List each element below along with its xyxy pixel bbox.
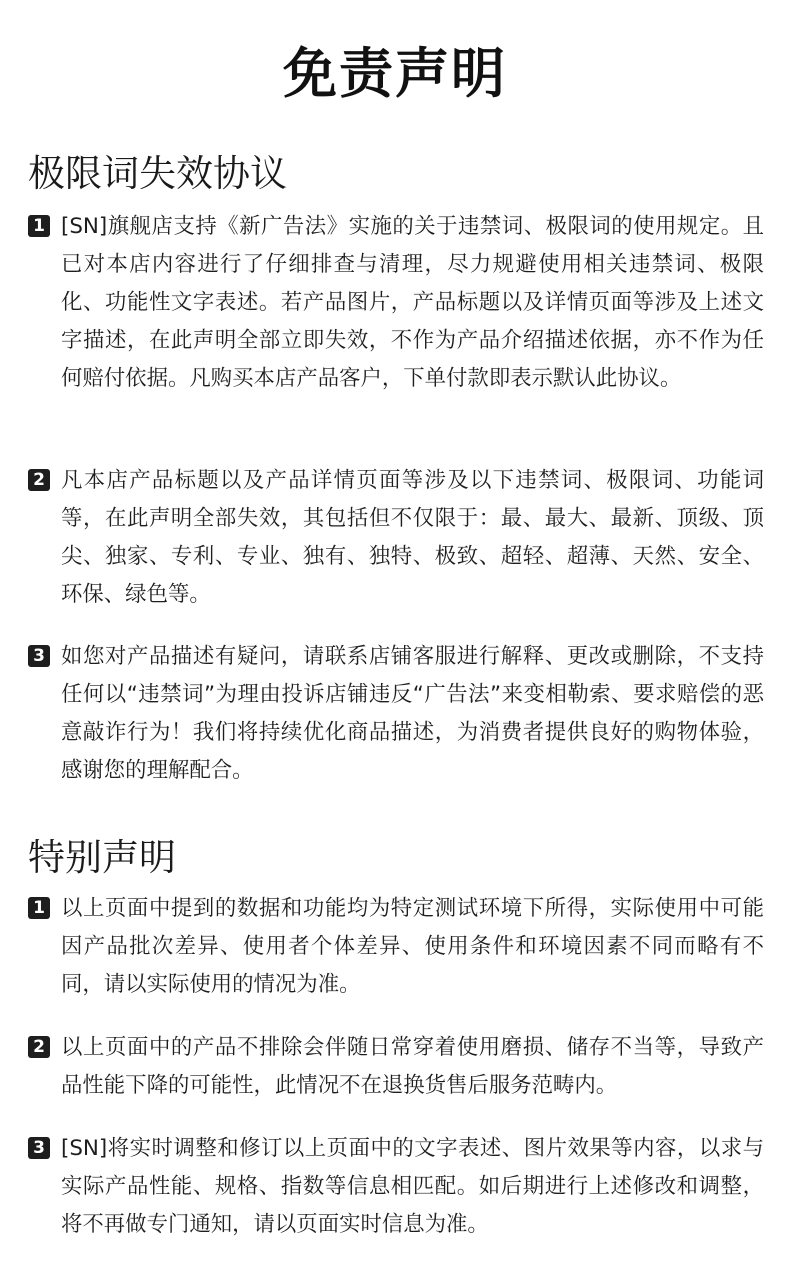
number-badge-icon: 3: [28, 645, 50, 667]
number-badge-icon: 3: [28, 1137, 50, 1159]
list-item: [28, 1029, 764, 1105]
item-text: 如您对产品描述有疑问，请联系店铺客服进行解释、更改或删除，不支持任何以“违禁词”为理由投诉店铺违反“广告法”来变相勒索、要求赔偿的恶意敲诈行为！我们将持续优化商品描述，为消费者提供良好的购物体验，感谢您的理解配合。: [61, 644, 764, 783]
item-text: 凡本店产品标题以及产品详情页面等涉及以下违禁词、极限词、功能词等，在此声明全部失效，其包括但不仅限于：最、最大、最新、顶级、顶尖、独家、专利、专业、独有、独特、极致、超轻、超薄、天然、安全、环保、绿色等。: [61, 468, 764, 607]
section-heading: 极限词失效协议: [28, 152, 287, 195]
section-heading: 特别声明: [28, 836, 176, 879]
list-item: [28, 208, 764, 398]
item-text: [SN]旗舰店支持《新广告法》实施的关于违禁词、极限词的使用规定。且已对本店内容进行了仔细排查与清理，尽力规避使用相关违禁词、极限化、功能性文字表述。若产品图片，产品标题以及详情页面等涉及上述文字描述，在此声明全部立即失效，不作为产品介绍描述依据，亦不作为任何赔付依据。凡购买本店产品客户，下单付款即表示默认此协议。: [61, 214, 764, 391]
list-item: [28, 462, 764, 614]
item-text: 以上页面中提到的数据和功能均为特定测试环境下所得，实际使用中可能因产品批次差异、使用者个体差异、使用条件和环境因素不同而略有不同，请以实际使用的情况为准。: [61, 896, 764, 997]
list-item: [28, 638, 764, 790]
number-badge-icon: 1: [28, 215, 50, 237]
list-item: [28, 890, 764, 1004]
number-badge-icon: 1: [28, 897, 50, 919]
item-text: 以上页面中的产品不排除会伴随日常穿着使用磨损、储存不当等，导致产品性能下降的可能性，此情况不在退换货售后服务范畴内。: [61, 1035, 764, 1098]
number-badge-icon: 2: [28, 1036, 50, 1058]
item-text: [SN]将实时调整和修订以上页面中的文字表述、图片效果等内容，以求与实际产品性能、规格、指数等信息相匹配。如后期进行上述修改和调整，将不再做专门通知，请以页面实时信息为准。: [61, 1136, 764, 1237]
page-title: 免责声明: [283, 42, 507, 105]
list-item: [28, 1130, 764, 1244]
number-badge-icon: 2: [28, 469, 50, 491]
